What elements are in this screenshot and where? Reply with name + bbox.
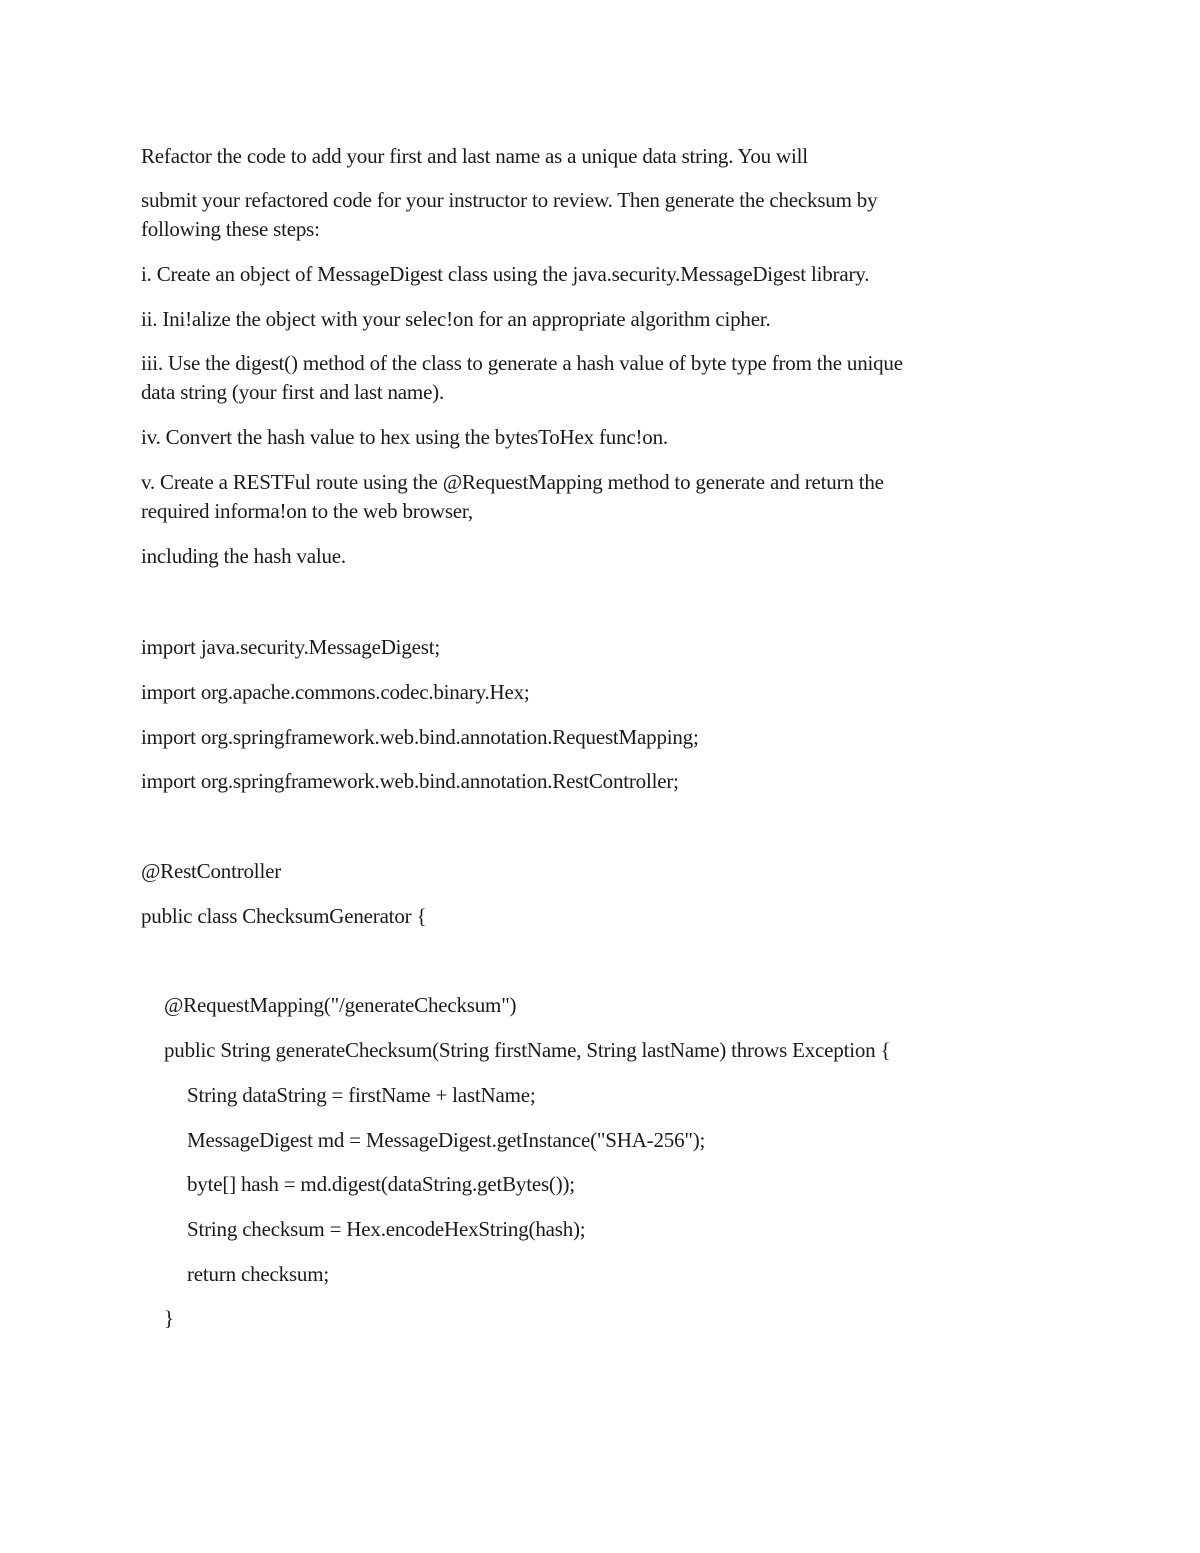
intro-line-2: submit your refactored code for your instructor to review. Then generate the checksum by <box>141 188 878 212</box>
class-annotation: @RestController <box>141 859 281 883</box>
method-body-line: return checksum; <box>187 1262 329 1286</box>
step-3-line-1: iii. Use the digest() method of the class to generate a hash value of byte type from the unique <box>141 351 903 375</box>
method-body-line: byte[] hash = md.digest(dataString.getBytes()); <box>187 1172 575 1196</box>
method-close-brace: } <box>164 1306 174 1330</box>
method-body-line: String dataString = firstName + lastName; <box>187 1083 536 1107</box>
import-line: import org.springframework.web.bind.annotation.RestController; <box>141 769 679 793</box>
step-5-line-1: v. Create a RESTFul route using the @RequestMapping method to generate and return the <box>141 470 884 494</box>
step-4: iv. Convert the hash value to hex using the bytesToHex func!on. <box>141 425 668 449</box>
step-1: i. Create an object of MessageDigest class using the java.security.MessageDigest library. <box>141 262 870 286</box>
class-declaration: public class ChecksumGenerator { <box>141 904 427 928</box>
intro-line-1: Refactor the code to add your first and last name as a unique data string. You will <box>141 144 808 168</box>
step-2: ii. Ini!alize the object with your selec!on for an appropriate algorithm cipher. <box>141 307 771 331</box>
method-declaration: public String generateChecksum(String firstName, String lastName) throws Exception { <box>164 1038 891 1062</box>
method-body-line: String checksum = Hex.encodeHexString(hash); <box>187 1217 586 1241</box>
import-line: import java.security.MessageDigest; <box>141 635 440 659</box>
intro-line-3: following these steps: <box>141 217 320 241</box>
method-annotation: @RequestMapping("/generateChecksum") <box>164 993 517 1017</box>
import-line: import org.springframework.web.bind.annotation.RequestMapping; <box>141 725 699 749</box>
step-5-line-2: required informa!on to the web browser, <box>141 499 473 523</box>
step-3-line-2: data string (your first and last name). <box>141 380 445 404</box>
step-5-line-3: including the hash value. <box>141 544 346 568</box>
import-line: import org.apache.commons.codec.binary.Hex; <box>141 680 530 704</box>
method-body-line: MessageDigest md = MessageDigest.getInstance("SHA-256"); <box>187 1128 706 1152</box>
